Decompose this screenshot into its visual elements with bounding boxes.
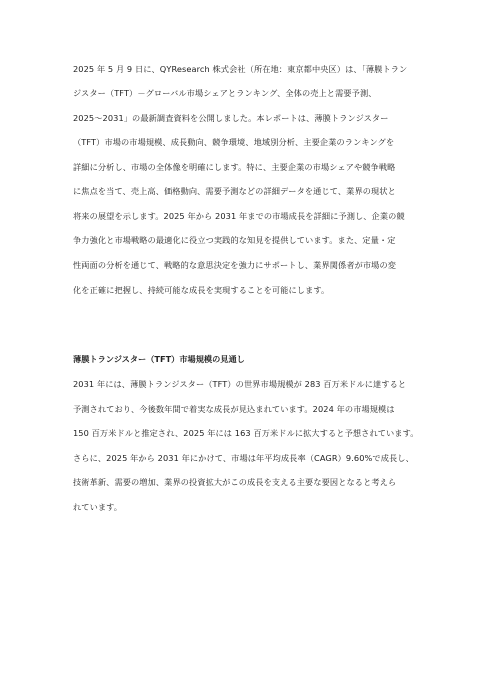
intro-line-7: 将来の展望を示します。2025 年から 2031 年までの市場成長を詳細に予測し、企業の競	[73, 211, 405, 221]
section-heading: 薄膜トランジスター（TFT）市場規模の見通し	[73, 354, 245, 364]
section-line-4: さらに、2025 年から 2031 年にかけて、市場は年平均成長率（CAGR）9.60%で成長し、	[73, 453, 414, 463]
section-line-6: れています。	[73, 502, 123, 512]
section-line-3: 150 百万米ドルと推定され、2025 年には 163 百万米ドルに拡大すると予想されています。	[73, 428, 419, 438]
intro-line-5: 詳細に分析し、市場の全体像を明確にします。特に、主要企業の市場シェアや競争戦略	[73, 162, 396, 172]
intro-line-8: 争力強化と市場戦略の最適化に役立つ実践的な知見を提供しています。また、定量・定	[73, 235, 396, 245]
section-line-2: 予測されており、今後数年間で着実な成長が見込まれています。2024 年の市場規模は	[73, 404, 395, 414]
intro-line-1: 2025 年 5 月 9 日に、QYResearch 株式会社（所在地：東京都中央区）は、「薄膜トラン	[73, 64, 408, 74]
intro-line-6: に焦点を当て、売上高、価格動向、需要予測などの詳細データを通じて、業界の現状と	[73, 186, 396, 196]
section-line-1: 2031 年には、薄膜トランジスター（TFT）の世界市場規模が 283 百万米ドルに達すると	[73, 379, 407, 389]
intro-line-10: 化を正確に把握し、持続可能な成長を実現することを可能にします。	[73, 285, 330, 295]
section-line-5: 技術革新、需要の増加、業界の投資拡大がこの成長を支える主要な要因となると考えら	[73, 477, 397, 487]
intro-line-3: 2025～2031」の最新調査資料を公開しました。本レポートは、薄膜トランジスター	[73, 113, 389, 123]
intro-line-9: 性両面の分析を通じて、戦略的な意思決定を強力にサポートし、業界関係者が市場の変	[73, 260, 397, 270]
intro-line-2: ジスター（TFT）－グローバル市場シェアとランキング、全体の売上と需要予測、	[73, 88, 377, 98]
intro-line-4: （TFT）市場の市場規模、成長動向、競争環境、地域別分析、主要企業のランキングを	[73, 137, 395, 147]
